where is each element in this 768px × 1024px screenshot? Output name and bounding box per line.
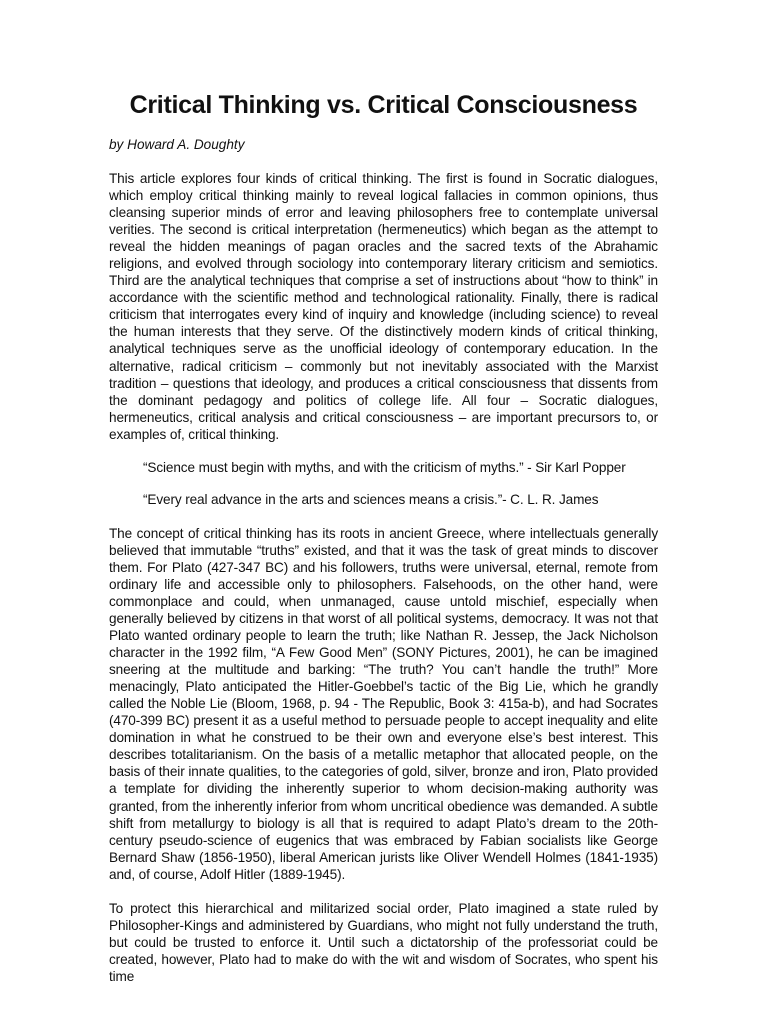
epigraph-james: “Every real advance in the arts and sciences means a crisis.”- C. L. R. James bbox=[143, 491, 599, 507]
article-title: Critical Thinking vs. Critical Consciousness bbox=[129, 91, 638, 119]
article-body bbox=[109, 90, 658, 985]
paragraph-philosopher-kings: To protect this hierarchical and militarized social order, Plato imagined a state ruled by Philosopher-Kings and administered by Guardians, who might not fully understand the truth, but could be trusted to enforce it. Until such a dictatorship of the professoriat could be created, however, Plato had to make do with the wit and wisdom of Socrates, who spent his time bbox=[109, 900, 658, 984]
paragraph-greece: The concept of critical thinking has its roots in ancient Greece, where intellectuals generally believed that immutable “truths” existed, and that it was the task of great minds to discover them. For Plato (427-347 BC) and his followers, truths were universal, eternal, remote from ordinary life and accessible only to philosophers. Falsehoods, on the other hand, were commonplace and could, when unmanaged, cause untold mischief, especially when generally believed by citizens in that worst of all political systems, democracy. It was not that Plato wanted ordinary people to learn the truth; like Nathan R. Jessep, the Jack Nicholson character in the 1992 film, “A Few Good Men” (SONY Pictures, 2001), he can be imagined sneering at the multitude and barking: “The truth? You can’t handle the truth!” More menacingly, Plato anticipated the Hitler-Goebbel’s tactic of the Big Lie, which he grandly called the Noble Lie (Bloom, 1968, p. 94 - The Republic, Book 3: 415a-b), and had Socrates (470-399 BC) present it as a useful method to persuade people to accept inequality and elite domination in what he construed to be their own and everyone else’s best interest. This describes totalitarianism. On the basis of a metallic metaphor that allocated people, on the basis of their innate qualities, to the categories of gold, silver, bronze and iron, Plato provided a template for dividing the inherently superior to whom decision-making authority was granted, from the inherently inferior from whom uncritical obedience was demanded. A subtle shift from metallurgy to biology is all that is required to adapt Plato’s dream to the 20th-century pseudo-science of eugenics that was embraced by Fabian socialists like George Bernard Shaw (1856-1950), liberal American jurists like Oliver Wendell Holmes (1841-1935) and, of course, Adolf Hitler (1889-1945). bbox=[109, 525, 658, 882]
paragraph-abstract: This article explores four kinds of critical thinking. The first is found in Socratic dialogues, which employ critical thinking mainly to reveal logical fallacies in common opinions, thus cleansing superior minds of error and leaving philosophers free to contemplate universal verities. The second is critical interpretation (hermeneutics) which began as the attempt to reveal the hidden meanings of pagan oracles and the sacred texts of the Abrahamic religions, and evolved through sociology into contemporary literary criticism and semiotics. Third are the analytical techniques that comprise a set of instructions about “how to think” in accordance with the scientific method and technological rationality. Finally, there is radical criticism that interrogates every kind of inquiry and knowledge (including science) to reveal the human interests that they serve. Of the distinctively modern kinds of critical thinking, analytical techniques serve as the unofficial ideology of contemporary education. In the alternative, radical criticism – commonly but not inevitably associated with the Marxist tradition – questions that ideology, and produces a critical consciousness that dissents from the dominant pedagogy and politics of college life. All four – Socratic dialogues, hermeneutics, critical analysis and critical consciousness – are important precursors to, or examples of, critical thinking. bbox=[109, 171, 658, 442]
epigraph-popper: “Science must begin with myths, and with the criticism of myths.” - Sir Karl Popper bbox=[143, 459, 626, 475]
article-byline: by Howard A. Doughty bbox=[109, 137, 245, 152]
